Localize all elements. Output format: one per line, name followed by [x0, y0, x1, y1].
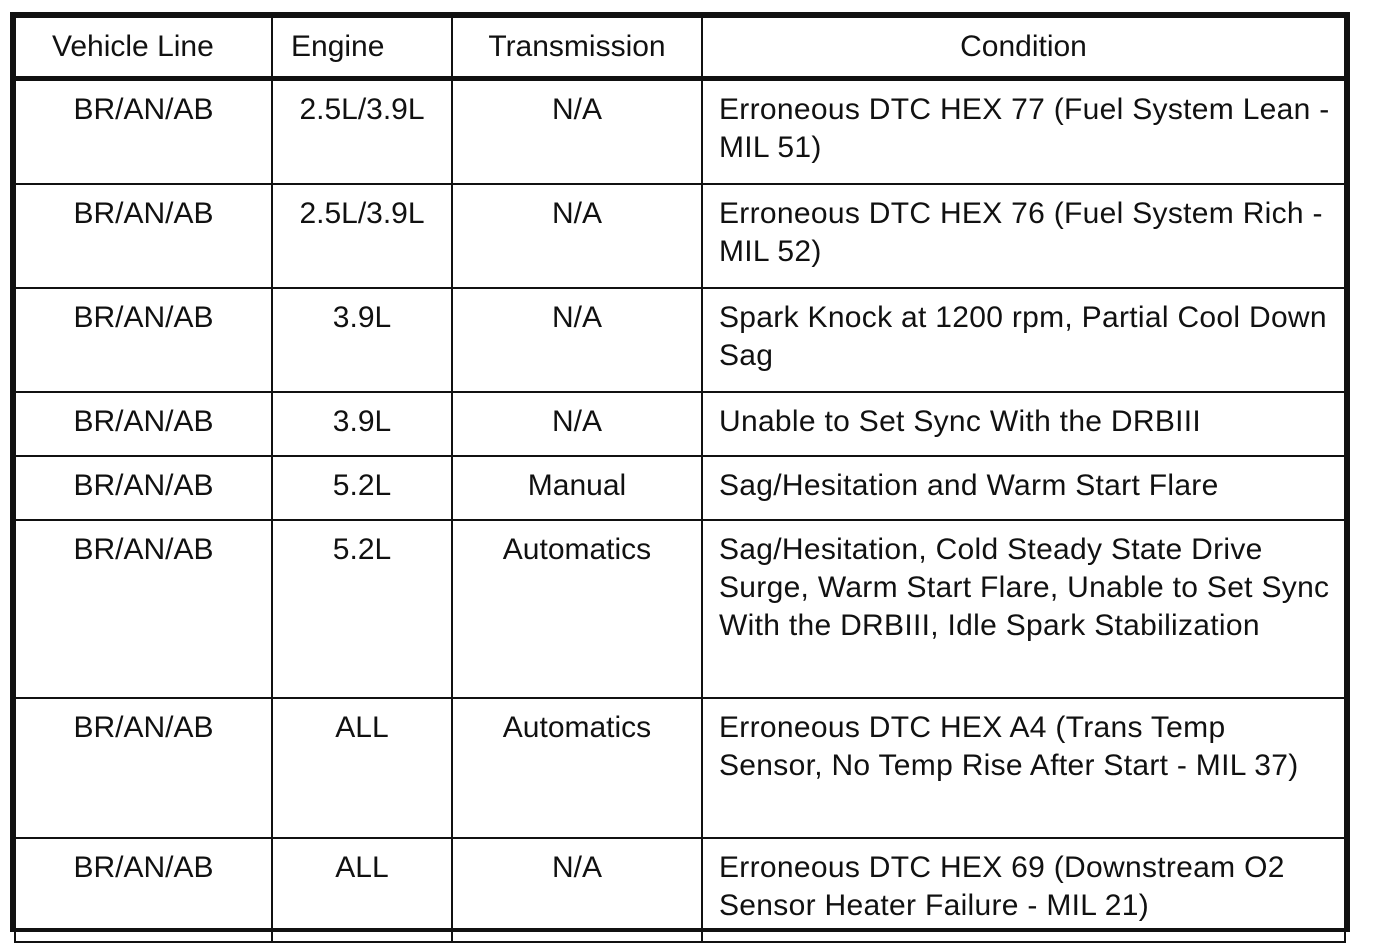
cell-condition: Erroneous DTC HEX A4 (Trans Temp Sensor, No Temp Rise After Start - MIL 37)	[702, 698, 1345, 838]
cell-engine: 2.5L/3.9L	[272, 184, 452, 288]
cell-engine: 2.5L/3.9L	[272, 79, 452, 185]
table-header-row	[15, 17, 1345, 79]
table-row	[15, 79, 1345, 185]
cell-engine: ALL	[272, 838, 452, 942]
header-vehicle-line: Vehicle Line	[15, 17, 272, 79]
table-frame	[10, 12, 1350, 932]
cell-condition: Unable to Set Sync With the DRBIII	[702, 392, 1345, 456]
cell-vehicle-line: BR/AN/AB	[15, 698, 272, 838]
cell-condition: Sag/Hesitation and Warm Start Flare	[702, 456, 1345, 520]
conditions-table	[14, 16, 1346, 943]
table-row	[15, 698, 1345, 838]
cell-engine: 3.9L	[272, 392, 452, 456]
table-row	[15, 520, 1345, 698]
cell-condition: Spark Knock at 1200 rpm, Partial Cool Down Sag	[702, 288, 1345, 392]
table-row	[15, 392, 1345, 456]
cell-transmission: N/A	[452, 79, 702, 185]
cell-vehicle-line: BR/AN/AB	[15, 79, 272, 185]
cell-vehicle-line: BR/AN/AB	[15, 456, 272, 520]
cell-vehicle-line: BR/AN/AB	[15, 288, 272, 392]
cell-engine: 3.9L	[272, 288, 452, 392]
cell-transmission: N/A	[452, 838, 702, 942]
header-engine: Engine	[272, 17, 452, 79]
cell-vehicle-line: BR/AN/AB	[15, 392, 272, 456]
table-row	[15, 184, 1345, 288]
cell-transmission: Manual	[452, 456, 702, 520]
cell-transmission: N/A	[452, 288, 702, 392]
cell-condition: Sag/Hesitation, Cold Steady State Drive Surge, Warm Start Flare, Unable to Set Sync With the DRBIII, Idle Spark Stabilization	[702, 520, 1345, 698]
cell-transmission: Automatics	[452, 698, 702, 838]
cell-engine: ALL	[272, 698, 452, 838]
cell-engine: 5.2L	[272, 520, 452, 698]
cell-vehicle-line: BR/AN/AB	[15, 838, 272, 942]
cell-transmission: N/A	[452, 184, 702, 288]
cell-transmission: N/A	[452, 392, 702, 456]
header-transmission: Transmission	[452, 17, 702, 79]
cell-vehicle-line: BR/AN/AB	[15, 520, 272, 698]
cell-condition: Erroneous DTC HEX 76 (Fuel System Rich - MIL 52)	[702, 184, 1345, 288]
table-row	[15, 288, 1345, 392]
cell-transmission: Automatics	[452, 520, 702, 698]
table-row	[15, 838, 1345, 942]
cell-condition: Erroneous DTC HEX 69 (Downstream O2 Sensor Heater Failure - MIL 21)	[702, 838, 1345, 942]
header-condition: Condition	[702, 17, 1345, 79]
cell-condition: Erroneous DTC HEX 77 (Fuel System Lean - MIL 51)	[702, 79, 1345, 185]
table-row	[15, 456, 1345, 520]
cell-engine: 5.2L	[272, 456, 452, 520]
cell-vehicle-line: BR/AN/AB	[15, 184, 272, 288]
